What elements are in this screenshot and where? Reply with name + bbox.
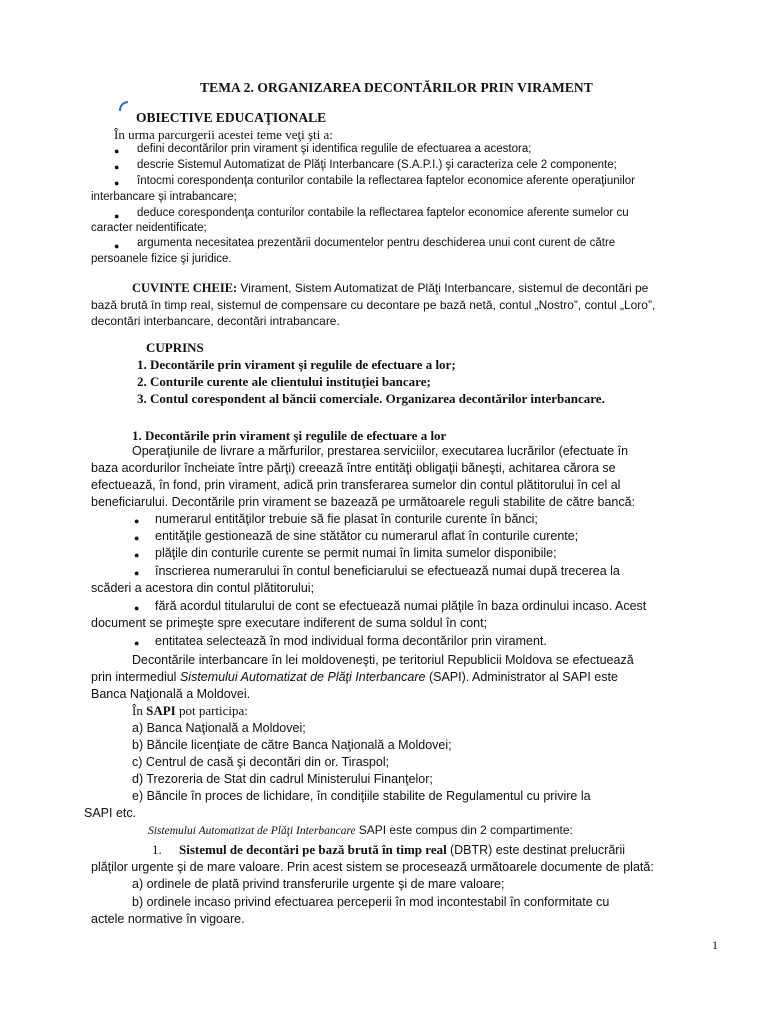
participants-post: pot participa: bbox=[178, 703, 248, 718]
objective-item: descrie Sistemul Automatizat de Plăţi Interbancare (S.A.P.I.) şi caracteriza cele 2 componente; bbox=[137, 159, 617, 171]
paragraph-line: Banca Naţională a Moldovei. bbox=[91, 687, 251, 701]
rule-item: plăţile din conturile curente se permit numai în limita sumelor disponibile; bbox=[155, 546, 557, 560]
keywords-line3: decontări interbancare, decontări intrabancare. bbox=[91, 314, 340, 328]
dbtr-item: a) ordinele de plată privind transferurile urgente şi de mare valoare; bbox=[132, 877, 505, 891]
bullet-icon: ● bbox=[114, 162, 120, 172]
bullet-icon: ● bbox=[114, 178, 120, 188]
objective-item: întocmi corespondenţa conturilor contabile la reflectarea faptelor economice aferente operaţiunilor bbox=[137, 175, 635, 187]
keywords-line2: bază brută în timp real, sistemul de compensare cu decontare pe bază netă, contul „Nostro”, contul „Loro”, bbox=[91, 298, 656, 312]
participants-sapi: SAPI bbox=[146, 703, 176, 718]
contents-item: 1. Decontările prin virament şi regulile de efectuare a lor; bbox=[137, 357, 456, 372]
paragraph-line: Decontările interbancare în lei moldoveneşti, pe teritoriul Republicii Moldova se efectuează bbox=[132, 653, 634, 667]
participants-intro bbox=[132, 703, 248, 719]
bullet-icon: ● bbox=[114, 211, 120, 221]
keywords-line1 bbox=[132, 281, 648, 296]
participant-item: a) Banca Naţională a Moldovei; bbox=[132, 721, 306, 735]
objective-item: deduce corespondenţa conturilor contabile la reflectarea faptelor economice aferente sumelor cu bbox=[137, 207, 629, 219]
contents-item: 3. Contul corespondent al băncii comerciale. Organizarea decontărilor interbancare. bbox=[137, 391, 605, 406]
para2-pre: prin intermediul bbox=[91, 670, 177, 684]
compartments-text: SAPI este compus din 2 compartimente: bbox=[358, 823, 573, 837]
dbtr-line1 bbox=[152, 842, 625, 858]
contents-item: 2. Conturile curente ale clientului instituţiei bancare; bbox=[137, 374, 431, 389]
dbtr-text: (DBTR) este destinat prelucrării bbox=[449, 843, 626, 857]
bullet-icon: ● bbox=[134, 603, 140, 613]
para2-post: (SAPI). Administrator al SAPI este bbox=[428, 670, 618, 684]
curved-arrow-icon bbox=[118, 100, 130, 112]
dbtr-item: b) ordinele incaso privind efectuarea perceperii în mod incontestabil în conformitate cu bbox=[132, 895, 610, 909]
objective-item: argumenta necesitatea prezentării documentelor pentru deschiderea unui cont curent de către bbox=[137, 237, 616, 249]
objective-item: defini decontărilor prin virament şi identifica regulile de efectuarea a acestora; bbox=[137, 143, 532, 155]
paragraph-line: Operaţiunile de livrare a mărfurilor, prestarea serviciilor, executarea lucrărilor (efectuate în bbox=[132, 444, 629, 458]
bullet-icon: ● bbox=[134, 568, 140, 578]
rule-item: entitatea selectează în mod individual forma decontărilor prin virament. bbox=[155, 634, 547, 648]
participant-item: c) Centrul de casă şi decontări din or. Tiraspol; bbox=[132, 755, 390, 769]
objectives-intro: În urma parcurgerii acestei teme veţi şti a: bbox=[114, 127, 333, 142]
keywords-text: Virament, Sistem Automatizat de Plăţi Interbancare, sistemul de decontări pe bbox=[240, 281, 649, 295]
paragraph-line: efectuează, în fond, prin virament, adică prin transferarea sumelor din contul plătitorului în cel al bbox=[91, 478, 621, 492]
page-title: TEMA 2. ORGANIZAREA DECONTĂRILOR PRIN VIRAMENT bbox=[200, 80, 593, 95]
bullet-icon: ● bbox=[134, 638, 140, 648]
participants-pre: În bbox=[132, 703, 143, 718]
bullet-icon: ● bbox=[134, 516, 140, 526]
rule-item: înscrierea numerarului în contul beneficiarului se efectuează numai după trecerea la bbox=[155, 564, 620, 578]
compartments-line bbox=[148, 823, 573, 838]
rule-item: fără acordul titularului de cont se efectuează numai plăţile în baza ordinului incaso. Acest bbox=[155, 599, 647, 613]
participant-item: b) Băncile licenţiate de către Banca Naţională a Moldovei; bbox=[132, 738, 452, 752]
dbtr-num: 1. bbox=[152, 842, 162, 857]
rule-item: numerarul entităţilor trebuie să fie plasat în conturile curente în bănci; bbox=[155, 512, 538, 526]
rule-item-cont: document se primeşte spre executare indiferent de suma soldul în cont; bbox=[91, 616, 488, 630]
objective-item-cont: persoanele fizice şi juridice. bbox=[91, 253, 232, 265]
paragraph-line: baza acordurilor încheiate între părţi) creează între entităţi obligaţii băneşti, achitarea cărora se bbox=[91, 461, 616, 475]
keywords-label: CUVINTE CHEIE: bbox=[132, 281, 238, 295]
sapi-name-italic: Sistemului Automatizat de Plăţi Interbancare bbox=[179, 670, 426, 684]
objective-item-cont: interbancare şi intrabancare; bbox=[91, 191, 237, 203]
participant-item: e) Băncile în proces de lichidare, în condiţiile stabilite de Regulamentul cu privire la bbox=[132, 789, 591, 803]
dbtr-title: Sistemul de decontări pe bază brută în timp real bbox=[179, 842, 447, 857]
paragraph-line: plăţilor urgente şi de mare valoare. Prin acest sistem se procesează următoarele documente de plată: bbox=[91, 860, 654, 874]
paragraph-line bbox=[91, 670, 618, 684]
bullet-icon: ● bbox=[114, 146, 120, 156]
paragraph-line: beneficiarului. Decontările prin virament se bazează pe următoarele reguli stabilite de către bancă: bbox=[91, 495, 636, 509]
participant-item-cont: SAPI etc. bbox=[84, 806, 137, 820]
sapi-name-italic: Sistemului Automatizat de Plăţi Interbancare bbox=[148, 825, 356, 837]
rule-item: entităţile gestionează de sine stătător cu numerarul aflat în conturile curente; bbox=[155, 529, 579, 543]
bullet-icon: ● bbox=[114, 241, 120, 251]
participant-item: d) Trezoreria de Stat din cadrul Ministerului Finanţelor; bbox=[132, 772, 433, 786]
section-heading: 1. Decontările prin virament şi regulile de efectuare a lor bbox=[132, 428, 447, 443]
rule-item-cont: scăderi a acestora din contul plătitorului; bbox=[91, 581, 315, 595]
contents-heading: CUPRINS bbox=[146, 340, 204, 355]
dbtr-item-cont: actele normative în vigoare. bbox=[91, 912, 245, 926]
bullet-icon: ● bbox=[134, 533, 140, 543]
page-number: 1 bbox=[712, 938, 718, 952]
objectives-heading: OBIECTIVE EDUCAŢIONALE bbox=[136, 110, 327, 125]
bullet-icon: ● bbox=[134, 550, 140, 560]
objective-item-cont: caracter neidentificate; bbox=[91, 222, 207, 234]
